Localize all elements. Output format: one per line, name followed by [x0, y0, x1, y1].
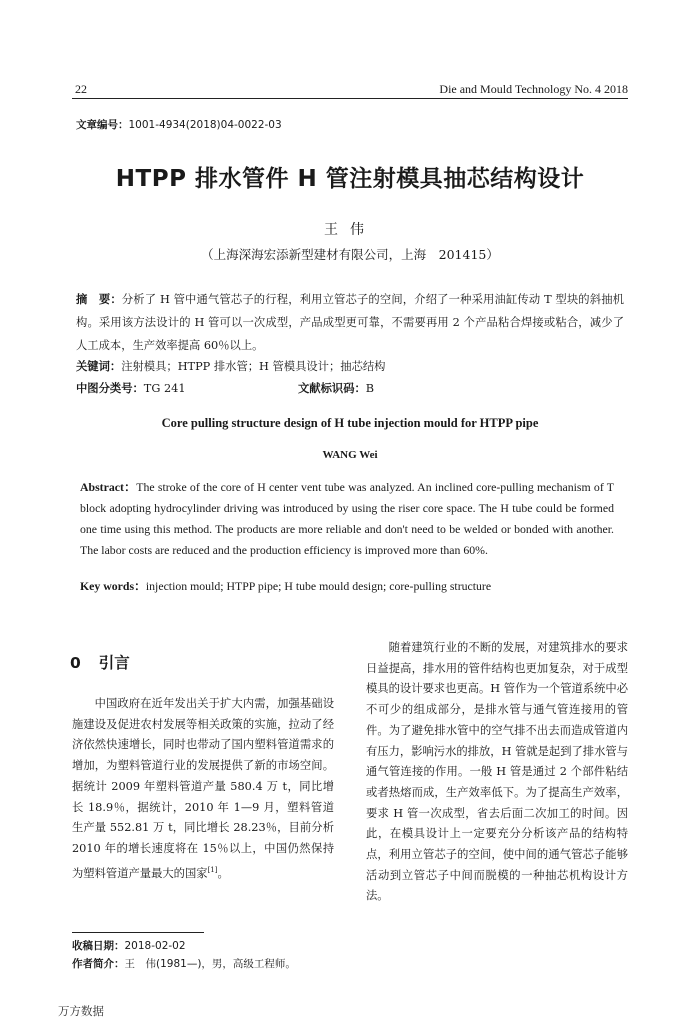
- section-heading-introduction: [70, 651, 130, 673]
- document-code: [298, 377, 374, 400]
- body-left-text: 中国政府在近年发出关于扩大内需，加强基础设施建设及促进农村发展等相关政策的实施，拉动了经济依然快速增长，同时也带动了国内塑料管道需求的增加，为塑料管道行业的发展提供了新的市场空间。据统计 2009 年塑料管道产量 580.4 万 t，同比增长 18.9％，据统计，2010 年 1—9 月，塑料管道生产量 552.81 万 t，同比增长 28.23％，目前分析 2010 年的增长速度将在 15％以上，中国仍然保持为塑料管道产量最大的国家: [72, 697, 334, 880]
- body-left-paragraph: [72, 694, 334, 884]
- affiliation-chinese: （上海深海宏添新型建材有限公司，上海 201415）: [201, 247, 499, 262]
- section-number: 0: [70, 654, 81, 672]
- keywords-chinese: [76, 355, 624, 378]
- keywords-english: [80, 576, 614, 597]
- author-bio-value: 王 伟(1981—)，男，高级工程师。: [124, 958, 296, 970]
- doc-code-value: B: [365, 382, 375, 395]
- keywords-english-label: Key words：: [80, 579, 146, 593]
- received-date: [72, 938, 186, 953]
- abstract-english-text: The stroke of the core of H center vent tube was analyzed. An inclined core-pulling mechanism of T block adopting hydrocylinder driving was introduced by using the riser core space. The H tube could be formed one time using this method. The products are more reliable and don't need to be welded or bonded with another. The labor costs are reduced and the production efficiency is improved more than 60%.: [80, 480, 614, 557]
- journal-header: Die and Mould Technology No. 4 2018: [439, 82, 628, 96]
- abstract-chinese-text: 分析了 H 管中通气管芯子的行程，利用立管芯子的空间，介绍了一种采用油缸传动 T 型块的斜抽机构。采用该方法设计的 H 管可以一次成型，产品成型更可靠，不需要再用 2 个产品粘合焊接或粘合，减少了人工成本，生产效率提高 60％以上。: [76, 293, 624, 352]
- header-rule: [72, 98, 628, 99]
- keywords-english-text: injection mould; HTPP pipe; H tube mould design; core-pulling structure: [145, 579, 492, 593]
- author-english: WANG Wei: [322, 449, 378, 461]
- abstract-chinese-label: 摘 要：: [76, 293, 122, 306]
- body-right-paragraph: 随着建筑行业的不断的发展，对建筑排水的要求日益提高，排水用的管件结构也更加复杂，对于成型模具的设计要求也更高。H 管作为一个管道系统中必不可少的组成部分，是排水管与通气管连接用的管件。为了避免排水管中的空气排不出去而造成管道内有压力，影响污水的排放，H 管就是起到了排水管与通气管连接的作用。一般 H 管是通过 2 个部件粘结或者热熔而成，生产效率低下。为了提高生产效率，要求 H 管一次成型，省去后面二次加工的时间。因此，在模具设计上一定要充分分析该产品的结构特点，利用立管芯子的空间，使中间的通气管芯子能够活动到立管芯子中间而脱模的一种抽芯机构设计方法。: [366, 641, 628, 903]
- abstract-chinese: [76, 288, 624, 357]
- article-number-value: 1001-4934(2018)04-0022-03: [128, 119, 282, 131]
- section-title: 引言: [98, 654, 130, 672]
- abstract-english: [80, 477, 614, 561]
- page-number: 22: [75, 82, 87, 96]
- author-chinese: 王伟: [324, 222, 376, 238]
- doc-code-label: 文献标识码：: [298, 382, 366, 395]
- author-bio-label: 作者简介：: [72, 958, 125, 970]
- received-label: 收稿日期：: [72, 940, 125, 952]
- body-left-end: 。: [217, 866, 229, 880]
- classification-row: [76, 377, 624, 400]
- keywords-chinese-text: 注射模具；HTPP 排水管；H 管模具设计；抽芯结构: [121, 360, 386, 373]
- keywords-chinese-label: 关键词：: [76, 360, 122, 373]
- citation-1[interactable]: [1]: [207, 865, 218, 874]
- clc-label: 中图分类号：: [76, 382, 144, 395]
- title-english: Core pulling structure design of H tube injection mould for HTPP pipe: [161, 416, 539, 430]
- title-chinese: HTPP 排水管件 H 管注射模具抽芯结构设计: [115, 166, 585, 192]
- clc-value: TG 241: [143, 382, 186, 395]
- abstract-english-label: Abstract：: [80, 480, 137, 494]
- article-number: [76, 117, 282, 132]
- received-value: 2018-02-02: [124, 940, 186, 952]
- watermark: 万方数据: [58, 1004, 104, 1018]
- article-number-label: 文章编号：: [76, 119, 129, 131]
- footnote-rule: [72, 932, 204, 933]
- author-bio: [72, 956, 296, 971]
